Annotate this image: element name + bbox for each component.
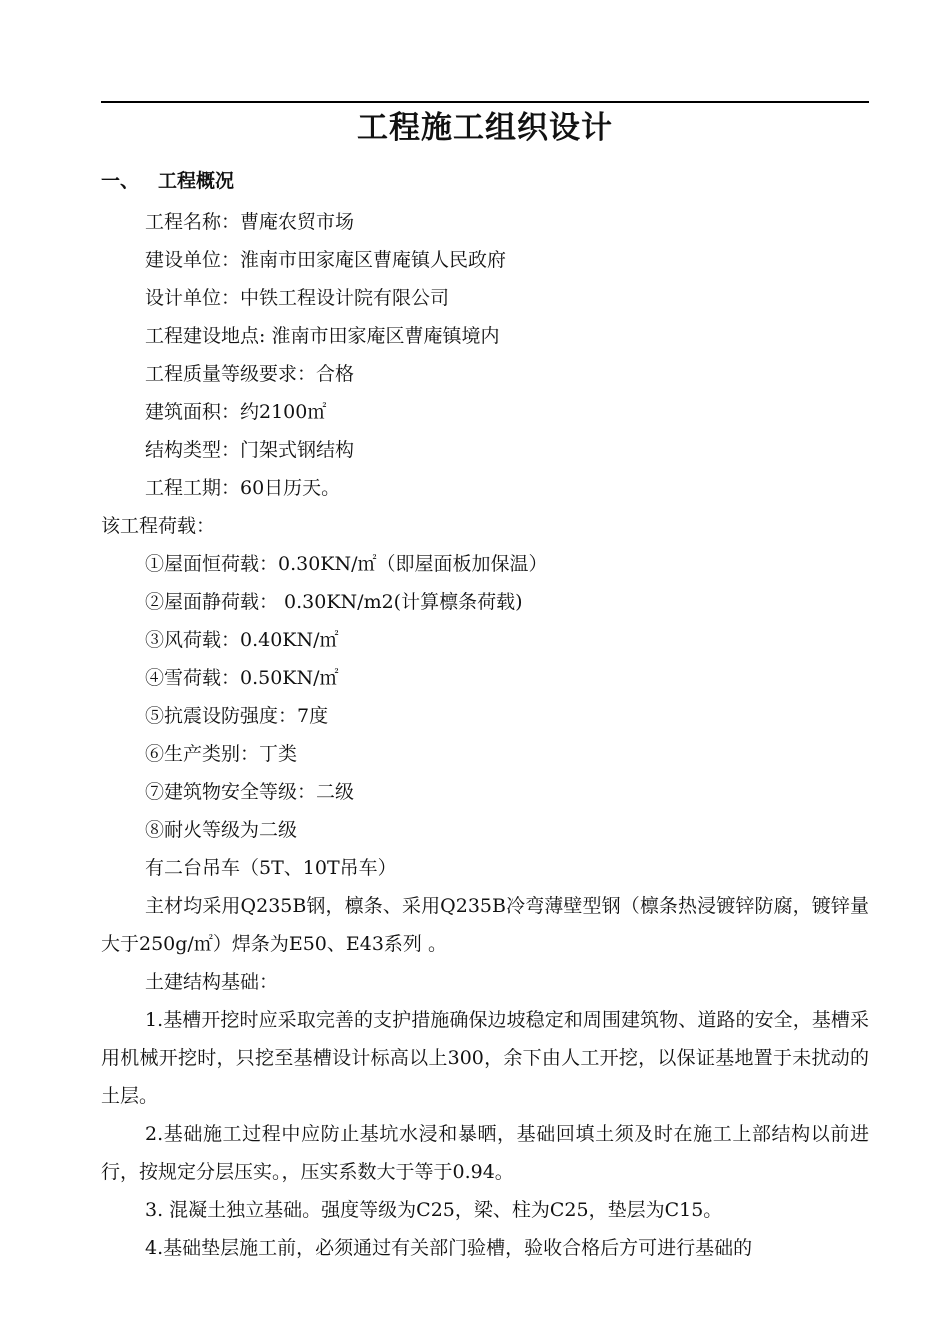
overview-line-structure: 结构类型：门架式钢结构 <box>145 439 355 461</box>
crane-line: 有二台吊车（5T、10T吊车） <box>145 857 397 879</box>
load-item-wind: ③风荷载：0.40KN/㎡ <box>145 629 339 651</box>
load-item-safety-grade: ⑦建筑物安全等级：二级 <box>145 781 355 803</box>
load-item-roof-dead: ①屋面恒荷载：0.30KN/㎡（即屋面板加保温） <box>145 553 548 575</box>
header-rule <box>101 101 869 103</box>
loads-heading: 该工程荷载： <box>101 515 216 537</box>
section-heading <box>101 167 234 195</box>
foundation-item-backfill: 2.基础施工过程中应防止基坑水浸和暴晒，基础回填土须及时在施工上部结构以前进行，按规定分层压实。，压实系数大于等于0.94。 <box>101 1123 869 1183</box>
foundation-item-inspection: 4.基础垫层施工前，必须通过有关部门验槽，验收合格后方可进行基础的 <box>145 1237 753 1259</box>
foundation-item-excavation: 1.基槽开挖时应采取完善的支护措施确保边坡稳定和周围建筑物、道路的安全，基槽采用机械开挖时，只挖至基槽设计标高以上300，余下由人工开挖，以保证基地置于未扰动的土层。 <box>101 1009 869 1107</box>
overview-line-project-name: 工程名称：曹庵农贸市场 <box>145 211 355 233</box>
load-item-seismic: ⑤抗震设防强度：7度 <box>145 705 329 727</box>
load-item-production-class: ⑥生产类别：丁类 <box>145 743 298 765</box>
load-item-roof-static: ②屋面静荷载： 0.30KN/m2(计算檩条荷载) <box>145 591 523 613</box>
foundation-item-concrete: 3. 混凝土独立基础。强度等级为C25，梁、柱为C25，垫层为C15。 <box>145 1199 723 1221</box>
overview-line-designer: 设计单位：中铁工程设计院有限公司 <box>145 287 450 309</box>
overview-line-area: 建筑面积：约2100㎡ <box>145 401 327 423</box>
materials-paragraph: 主材均采用Q235B钢，檩条、采用Q235B冷弯薄壁型钢（檩条热浸镀锌防腐，镀锌量大于250g/㎡）焊条为E50、E43系列 。 <box>101 895 869 955</box>
foundation-heading: 土建结构基础： <box>145 971 279 993</box>
overview-line-duration: 工程工期：60日历天。 <box>145 477 341 499</box>
document-title: 工程施工组织设计 <box>357 110 613 146</box>
overview-line-location: 工程建设地点: 淮南市田家庵区曹庵镇境内 <box>145 325 500 347</box>
load-item-fire-grade: ⑧耐火等级为二级 <box>145 819 298 841</box>
document-body <box>101 203 869 1267</box>
section-title: 工程概况 <box>158 170 235 192</box>
overview-line-owner: 建设单位：淮南市田家庵区曹庵镇人民政府 <box>145 249 507 271</box>
load-item-snow: ④雪荷载：0.50KN/㎡ <box>145 667 339 689</box>
section-number: 一、 <box>101 170 140 192</box>
overview-line-quality: 工程质量等级要求：合格 <box>145 363 355 385</box>
